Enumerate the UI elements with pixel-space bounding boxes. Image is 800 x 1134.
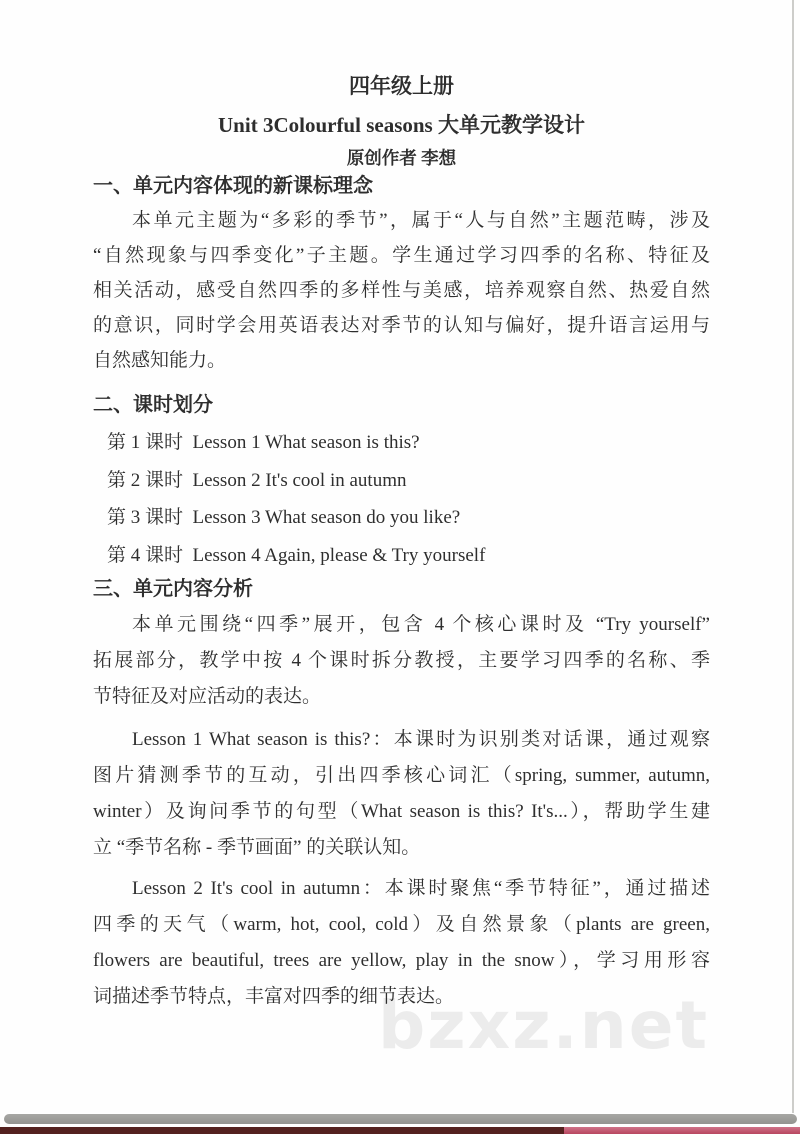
schedule-item: 第 3 课时 Lesson 3 What season do you like? — [107, 507, 461, 528]
section-heading-2: 二、课时划分 — [93, 394, 213, 416]
horizontal-scrollbar-thumb[interactable] — [4, 1114, 797, 1124]
page-right-border — [792, 0, 794, 1113]
paragraph-line: 拓展部分，教学中按 4 个课时拆分教授，主要学习四季的名称、季 — [93, 650, 710, 671]
bottom-bar-pink-segment — [564, 1127, 800, 1134]
doc-author-line: 原创作者 李想 — [346, 148, 457, 168]
paragraph-line: 图片猜测季节的互动，引出四季核心词汇（spring, summer, autumn, — [93, 765, 710, 786]
schedule-item: 第 1 课时 Lesson 1 What season is this? — [107, 432, 420, 453]
paragraph-line: 本单元主题为“多彩的季节”，属于“人与自然”主题范畴，涉及 — [132, 210, 710, 231]
paragraph-line: 立 “季节名称 - 季节画面” 的关联认知。 — [93, 837, 421, 858]
bottom-bar-dark-segment — [0, 1127, 564, 1134]
section-heading-1: 一、单元内容体现的新课标理念 — [93, 175, 373, 197]
paragraph-lesson2 — [93, 871, 710, 1015]
paragraph-unit-theme — [93, 203, 710, 378]
paragraph-line: 自然感知能力。 — [93, 350, 227, 371]
site-watermark: bzxz.net — [378, 987, 710, 1064]
paragraph-line: 的意识，同时学会用英语表达对季节的认知与偏好，提升语言运用与 — [93, 315, 710, 336]
paragraph-line: Lesson 1 What season is this?：本课时为识别类对话课，通过观察 — [132, 729, 710, 750]
paragraph-lesson1 — [93, 722, 710, 866]
doc-title-grade: 四年级上册 — [349, 74, 454, 98]
paragraph-line: 相关活动，感受自然四季的多样性与美感，培养观察自然、热爱自然 — [93, 280, 710, 301]
schedule-item: 第 2 课时 Lesson 2 It's cool in autumn — [107, 469, 407, 491]
paragraph-line: flowers are beautiful, trees are yellow, play in the snow），学习用形容 — [93, 950, 710, 971]
schedule-item: 第 4 课时 Lesson 4 Again, please & Try yourself — [107, 544, 486, 566]
doc-title-unit: Unit 3Colourful seasons 大单元教学设计 — [218, 113, 585, 137]
paragraph-line: 词描述季节特点，丰富对四季的细节表达。 — [93, 986, 455, 1007]
paragraph-line: 节特征及对应活动的表达。 — [93, 686, 322, 707]
paragraph-line: 四季的天气（warm, hot, cool, cold）及自然景象（plants are green, — [93, 914, 710, 935]
paragraph-line: 本单元围绕“四季”展开，包含 4 个核心课时及 “Try yourself” — [132, 614, 710, 635]
section-heading-3: 三、单元内容分析 — [93, 578, 253, 600]
paragraph-line: Lesson 2 It's cool in autumn：本课时聚焦“季节特征”，通过描述 — [132, 878, 710, 899]
lesson-schedule-list — [93, 424, 724, 574]
paragraph-line: winter）及询问季节的句型（What season is this? It's...），帮助学生建 — [93, 801, 710, 822]
paragraph-unit-analysis — [93, 607, 710, 715]
paragraph-line: “自然现象与四季变化”子主题。学生通过学习四季的名称、特征及 — [93, 245, 710, 266]
